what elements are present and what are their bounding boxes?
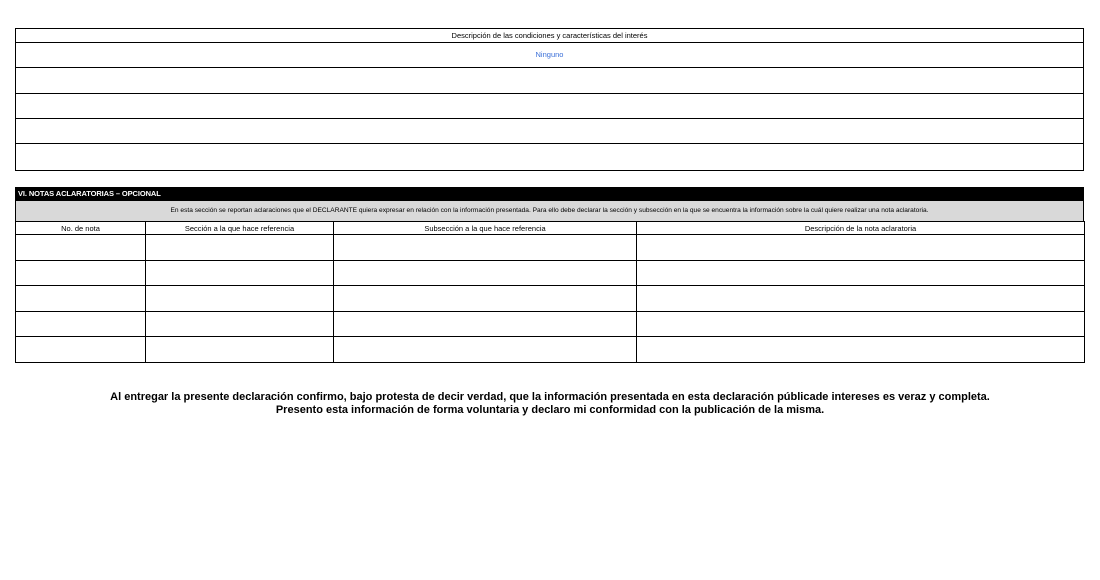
subsection-cell xyxy=(334,311,637,337)
note-description-cell xyxy=(637,311,1085,337)
note-number-cell xyxy=(16,286,146,312)
note-number-cell xyxy=(16,260,146,286)
section-cell xyxy=(146,260,334,286)
note-number-cell xyxy=(16,337,146,363)
column-header-note-description: Descripción de la nota aclaratoria xyxy=(637,222,1085,235)
interest-description-header: Descripción de las condiciones y características del interés xyxy=(16,29,1083,43)
note-description-cell xyxy=(637,235,1085,261)
notes-table-header-row xyxy=(16,222,1085,235)
section-cell xyxy=(146,286,334,312)
declaration-statement-line: Al entregar la presente declaración confirmo, bajo protesta de decir verdad, que la información presentada en esta declaración públicade intereses es veraz y completa. xyxy=(110,391,990,403)
interest-description-row xyxy=(16,119,1083,144)
table-row xyxy=(16,260,1085,286)
column-header-section: Sección a la que hace referencia xyxy=(146,222,334,235)
table-row xyxy=(16,286,1085,312)
subsection-cell xyxy=(334,286,637,312)
table-row xyxy=(16,311,1085,337)
section-cell xyxy=(146,235,334,261)
column-header-note-number: No. de nota xyxy=(16,222,146,235)
note-description-cell xyxy=(637,286,1085,312)
section-cell xyxy=(146,311,334,337)
notes-section xyxy=(15,187,1084,363)
table-row xyxy=(16,235,1085,261)
interest-description-row xyxy=(16,68,1083,93)
note-description-cell xyxy=(637,337,1085,363)
declaration-statement-line: Presento esta información de forma voluntaria y declaro mi conformidad con la publicación de la misma. xyxy=(275,404,825,416)
subsection-cell xyxy=(334,337,637,363)
interest-description-row xyxy=(16,94,1083,119)
notes-section-title: VI. NOTAS ACLARATORIAS – OPCIONAL xyxy=(15,187,1084,201)
table-row xyxy=(16,337,1085,363)
interest-description-table xyxy=(15,28,1084,171)
column-header-subsection: Subsección a la que hace referencia xyxy=(334,222,637,235)
notes-table xyxy=(15,221,1085,363)
interest-description-row xyxy=(16,144,1083,169)
note-number-cell xyxy=(16,235,146,261)
subsection-cell xyxy=(334,235,637,261)
note-number-cell xyxy=(16,311,146,337)
notes-section-description: En esta sección se reportan aclaraciones que el DECLARANTE quiera expresar en relación con la información presentada. Para ello debe declarar la sección y subsección en la que se encuentra la información sobre la cuál quiere realizar una nota aclaratoria. xyxy=(15,201,1084,221)
subsection-cell xyxy=(334,260,637,286)
section-cell xyxy=(146,337,334,363)
interest-description-row: Ninguno xyxy=(16,43,1083,68)
declaration-statement xyxy=(0,391,1100,417)
note-description-cell xyxy=(637,260,1085,286)
